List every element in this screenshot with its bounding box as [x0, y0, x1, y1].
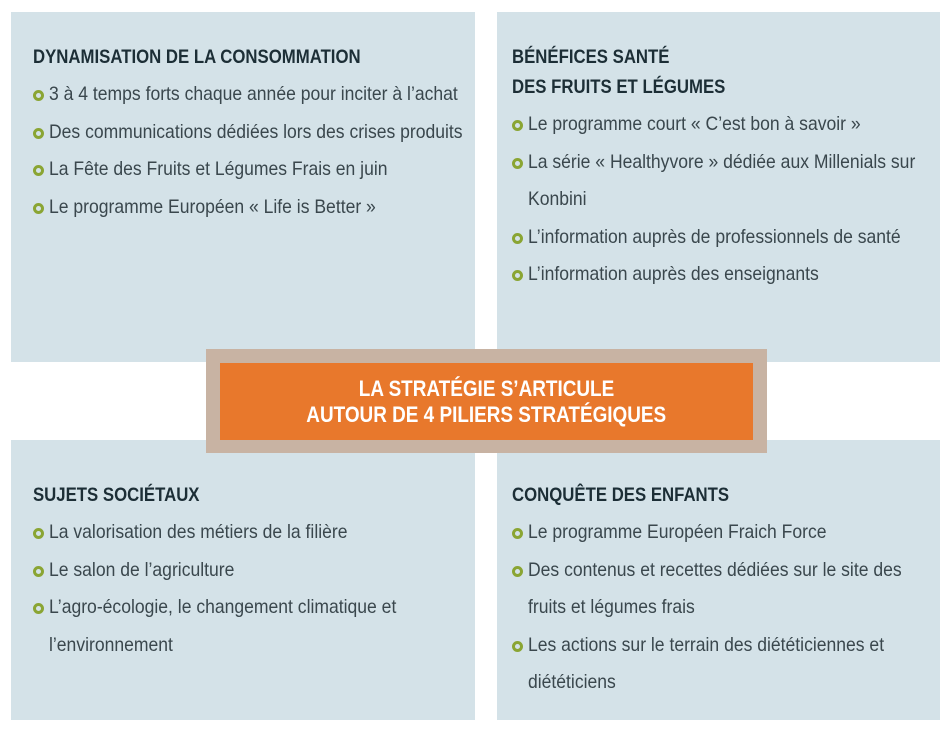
- list-item: La série « Healthyvore » dédiée aux Millenials sur Konbini: [512, 144, 930, 219]
- list-item: 3 à 4 temps forts chaque année pour inciter à l’achat: [33, 76, 465, 114]
- bullet-icon: [33, 566, 44, 577]
- list-item: L’agro-écologie, le changement climatique et l’environnement: [33, 589, 465, 664]
- list-item: Des communications dédiées lors des crises produits: [33, 114, 465, 152]
- bullet-icon: [512, 233, 523, 244]
- list-item: Le programme court « C’est bon à savoir »: [512, 106, 930, 144]
- bullet-icon: [512, 641, 523, 652]
- bullet-icon: [512, 566, 523, 577]
- pillar-societaux-panel: [11, 440, 475, 720]
- list-item: Les actions sur le terrain des diététiciennes et diététiciens: [512, 627, 930, 702]
- pillar-societaux-list: [33, 514, 465, 664]
- pillar-sante-title: [512, 42, 871, 102]
- list-item: Le programme Européen Fraich Force: [512, 514, 930, 552]
- pillar-enfants-panel: [497, 440, 940, 720]
- bullet-icon: [33, 128, 44, 139]
- pillar-sante-title-line1: BÉNÉFICES SANTÉ: [512, 46, 670, 68]
- bullet-icon: [33, 165, 44, 176]
- bullet-icon: [512, 528, 523, 539]
- bullet-icon: [512, 158, 523, 169]
- list-item: L’information auprès des enseignants: [512, 256, 930, 294]
- pillar-enfants-list: [512, 514, 930, 702]
- bullet-icon: [512, 270, 523, 281]
- bullet-icon: [33, 603, 44, 614]
- banner-line-2: AUTOUR DE 4 PILIERS STRATÉGIQUES: [306, 401, 667, 427]
- bullet-icon: [33, 203, 44, 214]
- list-item: La Fête des Fruits et Légumes Frais en juin: [33, 151, 465, 189]
- pillar-sante-title-line2: DES FRUITS ET LÉGUMES: [512, 76, 726, 98]
- list-item: La valorisation des métiers de la filière: [33, 514, 465, 552]
- bullet-icon: [512, 120, 523, 131]
- bullet-icon: [33, 528, 44, 539]
- pillar-consommation-title: DYNAMISATION DE LA CONSOMMATION: [33, 46, 361, 68]
- pillar-consommation-list: [33, 76, 465, 226]
- list-item: Des contenus et recettes dédiées sur le site des fruits et légumes frais: [512, 552, 930, 627]
- pillar-enfants-title: CONQUÊTE DES ENFANTS: [512, 484, 730, 506]
- pillar-sante-panel: [497, 12, 940, 362]
- bullet-icon: [33, 90, 44, 101]
- list-item: Le salon de l’agriculture: [33, 552, 465, 590]
- pillar-societaux-title: SUJETS SOCIÉTAUX: [33, 484, 200, 506]
- pillar-consommation-panel: [11, 12, 475, 362]
- strategy-banner: [220, 363, 753, 440]
- list-item: L’information auprès de professionnels de santé: [512, 219, 930, 257]
- banner-line-1: LA STRATÉGIE S’ARTICULE: [358, 375, 615, 401]
- list-item: Le programme Européen « Life is Better »: [33, 189, 465, 227]
- pillar-sante-list: [512, 106, 930, 294]
